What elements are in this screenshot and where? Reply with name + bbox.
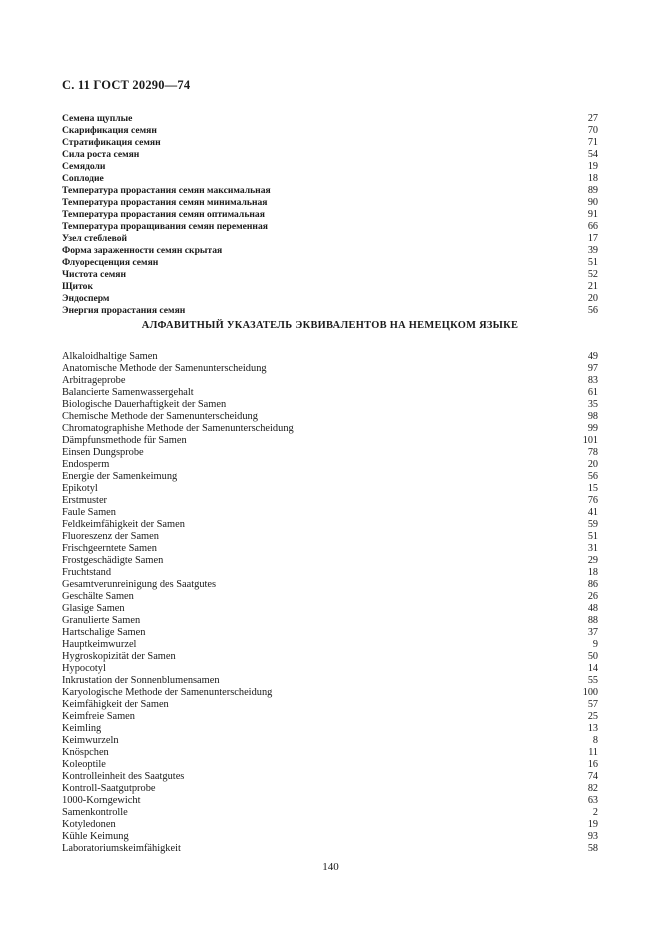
index-term: Hauptkeimwurzel [62, 639, 137, 650]
index-term: Frischgeerntete Samen [62, 543, 157, 554]
index-term: Температура прорастания семян минимальная [62, 197, 268, 208]
index-term: Koleoptile [62, 759, 106, 770]
index-term: Energie der Samenkeimung [62, 471, 178, 482]
index-page-ref: 52 [587, 269, 598, 280]
index-term: Arbitrageprobe [62, 375, 126, 386]
index-entry [62, 759, 598, 771]
index-page-ref: 8 [592, 735, 598, 746]
index-entry [62, 723, 598, 735]
index-entry [62, 663, 598, 675]
index-page-ref: 20 [587, 459, 598, 470]
index-term: Семена щуплые [62, 113, 133, 124]
index-page-ref: 91 [587, 209, 598, 220]
index-term: Энергия прорастания семян [62, 305, 186, 316]
index-term: Kotyledonen [62, 819, 116, 830]
index-entry [62, 363, 598, 375]
index-term: Hygroskopizität der Samen [62, 651, 176, 662]
index-entry [62, 615, 598, 627]
index-term: Balancierte Samenwassergehalt [62, 387, 194, 398]
index-term: Chemische Methode der Samenunterscheidung [62, 411, 258, 422]
index-page-ref: 14 [587, 663, 598, 674]
index-entry [62, 819, 598, 831]
index-entry [62, 639, 598, 651]
index-page-ref: 37 [587, 627, 598, 638]
index-page-ref: 39 [587, 245, 598, 256]
index-term: Щиток [62, 281, 93, 292]
index-entry [62, 771, 598, 783]
index-term: Температура прорастания семян оптимальная [62, 209, 265, 220]
index-entry [62, 351, 598, 363]
index-entry [62, 281, 598, 293]
index-term: Chromatographishe Methode der Samenunterscheidung [62, 423, 294, 434]
index-term: Feldkeimfähigkeit der Samen [62, 519, 185, 530]
index-term: Samenkontrolle [62, 807, 128, 818]
index-page-ref: 48 [587, 603, 598, 614]
index-term: Сила роста семян [62, 149, 140, 160]
index-page-ref: 21 [587, 281, 598, 292]
index-term: Семядоли [62, 161, 106, 172]
index-entry [62, 233, 598, 245]
index-page-ref: 25 [587, 711, 598, 722]
index-term: Frostgeschädigte Samen [62, 555, 164, 566]
index-entry [62, 423, 598, 435]
index-term: Kontrolleinheit des Saatgutes [62, 771, 185, 782]
page-number: 140 [322, 861, 339, 873]
index-page-ref: 51 [587, 531, 598, 542]
index-entry [62, 399, 598, 411]
section-title: АЛФАВИТНЫЙ УКАЗАТЕЛЬ ЭКВИВАЛЕНТОВ НА НЕМЕЦКОМ ЯЗЫКЕ [141, 320, 519, 331]
index-page-ref: 31 [587, 543, 598, 554]
index-page-ref: 50 [587, 651, 598, 662]
index-entry [62, 519, 598, 531]
index-entry [62, 137, 598, 149]
index-page-ref: 90 [587, 197, 598, 208]
index-term: Температура прорастания семян максимальная [62, 185, 271, 196]
index-entry [62, 113, 598, 125]
index-entry [62, 173, 598, 185]
index-page-ref: 88 [587, 615, 598, 626]
index-term: Einsen Dungsprobe [62, 447, 144, 458]
index-entry [62, 185, 598, 197]
index-page-ref: 16 [587, 759, 598, 770]
index-term: Kühle Keimung [62, 831, 129, 842]
index-page-ref: 19 [587, 161, 598, 172]
index-term: Стратификация семян [62, 137, 161, 148]
index-term: Erstmuster [62, 495, 108, 506]
index-entry [62, 293, 598, 305]
index-entry [62, 459, 598, 471]
index-page-ref: 57 [587, 699, 598, 710]
index-term: Keimfähigkeit der Samen [62, 699, 169, 710]
index-page-ref: 18 [587, 567, 598, 578]
index-page-ref: 98 [587, 411, 598, 422]
index-term: Dämpfunsmethode für Samen [62, 435, 187, 446]
index-entry [62, 483, 598, 495]
index-page-ref: 17 [587, 233, 598, 244]
index-term: Knöspchen [62, 747, 109, 758]
index-entry [62, 627, 598, 639]
index-entry [62, 543, 598, 555]
index-term: Keimling [62, 723, 102, 734]
index-term: Biologische Dauerhaftigkeit der Samen [62, 399, 227, 410]
index-term: Karyologische Methode der Samenunterscheidung [62, 687, 273, 698]
index-entry [62, 603, 598, 615]
index-term: Чистота семян [62, 269, 126, 280]
index-entry [62, 831, 598, 843]
index-term: Laboratoriumskeimfähigkeit [62, 843, 181, 854]
index-entry [62, 209, 598, 221]
index-entry [62, 495, 598, 507]
index-page-ref: 35 [587, 399, 598, 410]
index-page-ref: 66 [587, 221, 598, 232]
index-entry [62, 387, 598, 399]
index-term: Granulierte Samen [62, 615, 141, 626]
index-entry [62, 507, 598, 519]
index-entry [62, 245, 598, 257]
index-page-ref: 11 [588, 747, 598, 758]
index-term: Форма зараженности семян скрытая [62, 245, 223, 256]
index-entry [62, 125, 598, 137]
index-term: Скарификация семян [62, 125, 157, 136]
index-page-ref: 27 [587, 113, 598, 124]
index-term: Faule Samen [62, 507, 116, 518]
index-entry [62, 843, 598, 855]
page-header: С. 11 ГОСТ 20290—74 [62, 78, 191, 92]
index-page-ref: 61 [587, 387, 598, 398]
index-page-ref: 26 [587, 591, 598, 602]
index-page-ref: 18 [587, 173, 598, 184]
index-term: Keimwurzeln [62, 735, 119, 746]
index-entry [62, 747, 598, 759]
index-page-ref: 74 [587, 771, 598, 782]
index-term: Hypocotyl [62, 663, 106, 674]
index-entry [62, 735, 598, 747]
index-entry [62, 149, 598, 161]
index-page-ref: 58 [587, 843, 598, 854]
index-entry [62, 699, 598, 711]
index-page-ref: 76 [587, 495, 598, 506]
index-entry [62, 687, 598, 699]
index-term: Флуоресценция семян [62, 257, 159, 268]
index-entry [62, 591, 598, 603]
index-term: Inkrustation der Sonnenblumensamen [62, 675, 220, 686]
index-term: Anatomische Methode der Samenunterscheidung [62, 363, 267, 374]
index-entry [62, 257, 598, 269]
index-term: Узел стеблевой [62, 233, 128, 244]
index-term: Endosperm [62, 459, 110, 470]
index-term: Fluoreszenz der Samen [62, 531, 159, 542]
index-page-ref: 20 [587, 293, 598, 304]
index-entry [62, 305, 598, 317]
russian-index-list [62, 113, 598, 317]
index-term: Gesamtverunreinigung des Saatgutes [62, 579, 217, 590]
index-entry [62, 197, 598, 209]
index-entry [62, 807, 598, 819]
index-page-ref: 54 [587, 149, 598, 160]
index-page-ref: 19 [587, 819, 598, 830]
index-term: 1000-Korngewicht [62, 795, 141, 806]
index-term: Keimfreie Samen [62, 711, 135, 722]
index-entry [62, 555, 598, 567]
index-entry [62, 711, 598, 723]
index-entry [62, 447, 598, 459]
index-entry [62, 651, 598, 663]
index-page-ref: 55 [587, 675, 598, 686]
index-page-ref: 15 [587, 483, 598, 494]
index-term: Fruchtstand [62, 567, 112, 578]
index-term: Температура проращивания семян переменная [62, 221, 268, 232]
index-entry [62, 375, 598, 387]
index-term: Alkaloidhaltige Samen [62, 351, 158, 362]
index-entry [62, 579, 598, 591]
index-entry [62, 269, 598, 281]
index-entry [62, 435, 598, 447]
index-page-ref: 51 [587, 257, 598, 268]
index-page-ref: 56 [587, 471, 598, 482]
index-page-ref: 71 [587, 137, 598, 148]
index-entry [62, 471, 598, 483]
index-page-ref: 82 [587, 783, 598, 794]
index-entry [62, 221, 598, 233]
index-page-ref: 41 [587, 507, 598, 518]
index-page-ref: 9 [592, 639, 598, 650]
index-entry [62, 675, 598, 687]
index-page-ref: 93 [587, 831, 598, 842]
index-page-ref: 83 [587, 375, 598, 386]
index-page-ref: 101 [582, 435, 598, 446]
index-page-ref: 2 [592, 807, 598, 818]
index-term: Geschälte Samen [62, 591, 134, 602]
index-term: Эндосперм [62, 293, 110, 304]
index-page-ref: 97 [587, 363, 598, 374]
index-entry [62, 161, 598, 173]
index-entry [62, 783, 598, 795]
german-index-list [62, 351, 598, 855]
index-entry [62, 567, 598, 579]
index-entry [62, 411, 598, 423]
index-page-ref: 70 [587, 125, 598, 136]
index-page-ref: 86 [587, 579, 598, 590]
index-term: Kontroll-Saatgutprobe [62, 783, 156, 794]
index-page-ref: 89 [587, 185, 598, 196]
index-page-ref: 78 [587, 447, 598, 458]
index-page-ref: 29 [587, 555, 598, 566]
index-page-ref: 99 [587, 423, 598, 434]
index-entry [62, 795, 598, 807]
index-term: Hartschalige Samen [62, 627, 146, 638]
index-page-ref: 49 [587, 351, 598, 362]
index-page-ref: 56 [587, 305, 598, 316]
index-entry [62, 531, 598, 543]
index-page-ref: 63 [587, 795, 598, 806]
index-page-ref: 13 [587, 723, 598, 734]
index-term: Glasige Samen [62, 603, 125, 614]
index-page-ref: 59 [587, 519, 598, 530]
index-term: Соплодие [62, 173, 104, 184]
index-page-ref: 100 [582, 687, 598, 698]
index-term: Epikotyl [62, 483, 98, 494]
